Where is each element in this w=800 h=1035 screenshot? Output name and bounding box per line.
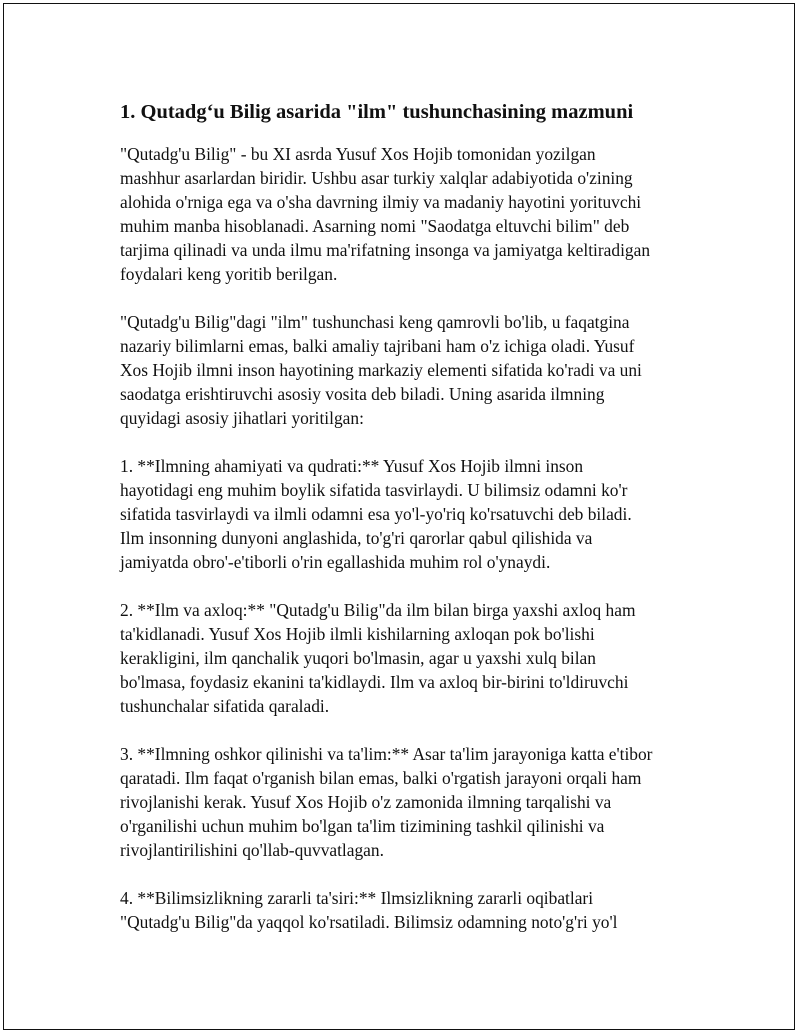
text-line: tarjima qilinadi va unda ilmu ma'rifatning insonga va jamiyatga keltiradigan <box>120 240 651 260</box>
text-line: Xos Hojib ilmni inson hayotining markaziy elementi sifatida ko'radi va uni <box>120 360 642 380</box>
text-line: bo'lmasa, foydasiz ekanini ta'kidlaydi. Ilm va axloq bir-birini to'ldiruvchi <box>120 672 629 692</box>
text-line: 2. **Ilm va axloq:** "Qutadg'u Bilig"da ilm bilan birga yaxshi axloq ham <box>120 600 636 620</box>
paragraph <box>120 598 700 718</box>
text-line: foydalari keng yoritib berilgan. <box>120 264 338 284</box>
paragraph <box>120 142 700 286</box>
text-line: tushunchalar sifatida qaraladi. <box>120 696 330 716</box>
paragraph <box>120 454 700 574</box>
text-line: 4. **Bilimsizlikning zararli ta'siri:** Ilmsizlikning zararli oqibatlari <box>120 888 594 908</box>
paragraph-list <box>120 142 700 934</box>
paragraph <box>120 310 700 430</box>
paragraph <box>120 742 700 862</box>
text-line: ta'kidlanadi. Yusuf Xos Hojib ilmli kishilarning axloqan pok bo'lishi <box>120 624 595 644</box>
text-line: "Qutadg'u Bilig" - bu XI asrda Yusuf Xos Hojib tomonidan yozilgan <box>120 144 596 164</box>
document-page <box>3 3 795 1030</box>
text-line: jamiyatda obro'-e'tiborli o'rin egallashida muhim rol o'ynaydi. <box>120 552 551 572</box>
text-line: rivojlanishi kerak. Yusuf Xos Hojib o'z zamonida ilmning tarqalishi va <box>120 792 612 812</box>
text-line: Ilm insonning dunyoni anglashida, to'g'ri qarorlar qabul qilishida va <box>120 528 593 548</box>
text-line: rivojlantirilishini qo'llab-quvvatlagan. <box>120 840 384 860</box>
text-line: "Qutadg'u Bilig"dagi "ilm" tushunchasi keng qamrovli bo'lib, u faqatgina <box>120 312 630 332</box>
text-line: "Qutadg'u Bilig"da yaqqol ko'rsatiladi. Bilimsiz odamning noto'g'ri yo'l <box>120 912 618 932</box>
text-line: nazariy bilimlarni emas, balki amaliy tajribani ham o'z ichiga oladi. Yusuf <box>120 336 635 356</box>
text-line: qaratadi. Ilm faqat o'rganish bilan emas, balki o'rgatish jarayoni orqali ham <box>120 768 642 788</box>
text-line: kerakligini, ilm qanchalik yuqori bo'lmasin, agar u yaxshi xulq bilan <box>120 648 596 668</box>
text-line: mashhur asarlardan biridir. Ushbu asar turkiy xalqlar adabiyotida o'zining <box>120 168 633 188</box>
text-line: alohida o'rniga ega va o'sha davrning ilmiy va madaniy hayotini yorituvchi <box>120 192 642 212</box>
text-line: quyidagi asosiy jihatlari yoritilgan: <box>120 408 364 428</box>
document-content <box>120 98 700 958</box>
text-line: saodatga erishtiruvchi asosiy vosita deb biladi. Uning asarida ilmning <box>120 384 605 404</box>
text-line: hayotidagi eng muhim boylik sifatida tasvirlaydi. U bilimsiz odamni ko'r <box>120 480 628 500</box>
paragraph <box>120 886 700 934</box>
text-line: muhim manba hisoblanadi. Asarning nomi "Saodatga eltuvchi bilim" deb <box>120 216 630 236</box>
text-line: sifatida tasvirlaydi va ilmli odamni esa yo'l-yo'riq ko'rsatuvchi deb biladi. <box>120 504 632 524</box>
text-line: 3. **Ilmning oshkor qilinishi va ta'lim:** Asar ta'lim jarayoniga katta e'tibor <box>120 744 653 764</box>
text-line: 1. **Ilmning ahamiyati va qudrati:** Yusuf Xos Hojib ilmni inson <box>120 456 584 476</box>
text-line: o'rganilishi uchun muhim bo'lgan ta'lim tizimining tashkil qilinishi va <box>120 816 605 836</box>
section-heading: 1. Qutadg‘u Bilig asarida "ilm" tushunchasining mazmuni <box>120 101 634 123</box>
